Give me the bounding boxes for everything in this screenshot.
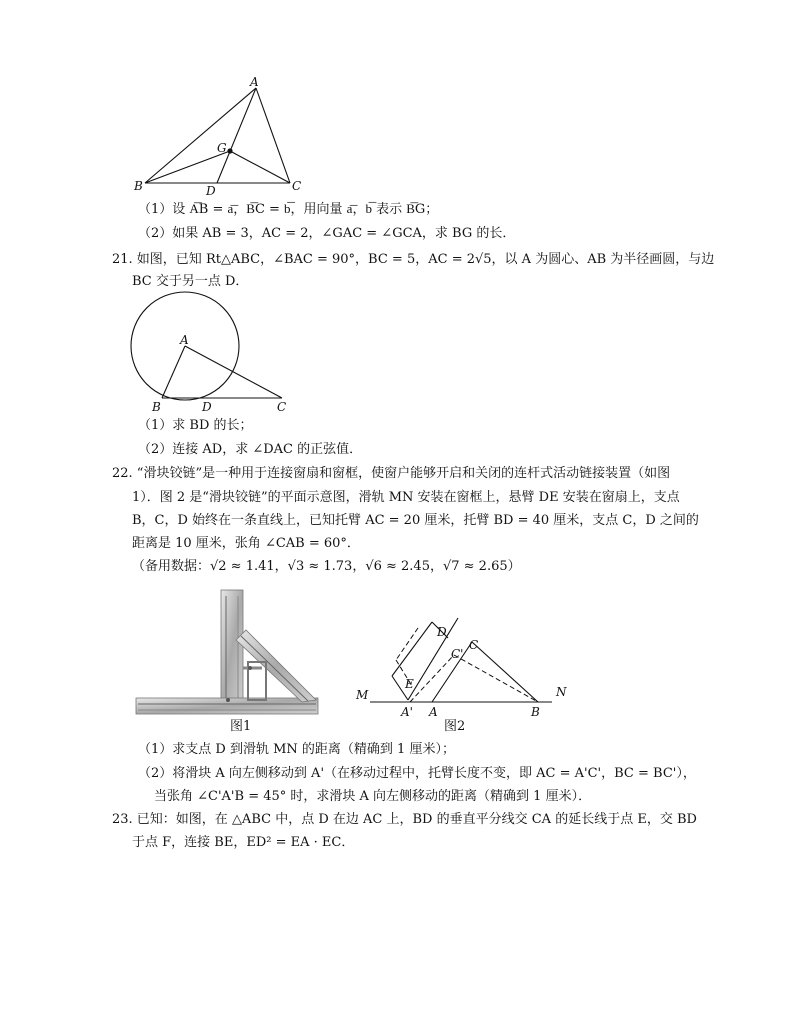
label-c: C	[469, 638, 479, 652]
label-a-prime: A'	[401, 705, 413, 719]
label-a: A	[250, 75, 259, 89]
label-a: A	[180, 333, 189, 347]
q21-line1: 21. 如图，已知 Rt△ABC，∠BAC = 90°，BC = 5，AC = 2√5，以 A 为圆心、AB 为半径画圆，与边	[112, 252, 715, 267]
label-d: D	[206, 184, 216, 198]
q22-line3: B，C，D 始终在一条直线上，已知托臂 AC = 20 厘米，托臂 BD = 40 厘米，支点 C，D 之间的	[132, 513, 699, 528]
label-a: A	[429, 705, 438, 719]
q22-line1: 22. “滑块铰链”是一种用于连接窗扇和窗框，使窗户能够开启和关闭的连杆式活动链接装置（如图	[112, 466, 671, 481]
q20-sub2: （2）如果 AB = 3，AC = 2，∠GAC = ∠GCA，求 BG 的长．	[138, 226, 516, 241]
label-b: B	[134, 179, 143, 193]
label-e: E	[405, 677, 414, 691]
label-d: D	[437, 625, 447, 639]
q22-sub1: （1）求支点 D 到滑轨 MN 的距离（精确到 1 厘米）；	[138, 742, 455, 757]
q21-sub2: （2）连接 AD，求 ∠DAC 的正弦值．	[138, 442, 363, 457]
q21-sub1: （1）求 BD 的长；	[138, 418, 253, 433]
label-d: D	[202, 400, 212, 414]
label-c: C	[277, 400, 287, 414]
q22-sub2-line2: 当张角 ∠C'A'B = 45° 时，求滑块 A 向左侧移动的距离（精确到 1 厘米）．	[154, 789, 592, 804]
fig1-caption: 图1	[230, 719, 252, 734]
q23-line1: 23. 已知：如图，在 △ABC 中，点 D 在边 AC 上，BD 的垂直平分线交 CA 的延长线于点 E，交 BD	[112, 812, 697, 827]
q22-backup-data: （备用数据：√2 ≈ 1.41，√3 ≈ 1.73，√6 ≈ 2.45，√7 ≈ 2.65）	[132, 559, 521, 574]
q22-line4: 距离是 10 厘米，张角 ∠CAB = 60°．	[132, 536, 360, 551]
label-c-prime: C'	[451, 647, 464, 661]
label-m: M	[356, 688, 369, 702]
q22-sub2-line1: （2）将滑块 A 向左侧移动到 A'（在移动过程中，托臂长度不变，即 AC = A'C'，BC = BC'），	[138, 766, 696, 781]
label-g: G	[217, 141, 227, 155]
q23-line2: 于点 F，连接 BE，ED² = EA · EC．	[132, 835, 355, 850]
q22-line2: 1）．图 2 是“滑块铰链”的平面示意图，滑轨 MN 安装在窗框上，悬臂 DE 安装在窗扇上，支点	[132, 490, 680, 505]
q20-sub1: （1）设 A͞B = a͞，B͞C = b͞，用向量 a͞，b͞ 表示 B͞G；	[138, 202, 439, 217]
fig2-caption: 图2	[444, 719, 466, 734]
label-b: B	[531, 705, 540, 719]
label-c: C	[292, 179, 302, 193]
q21-line2: BC 交于另一点 D．	[132, 274, 249, 289]
label-b: B	[152, 400, 161, 414]
label-n: N	[556, 685, 567, 699]
